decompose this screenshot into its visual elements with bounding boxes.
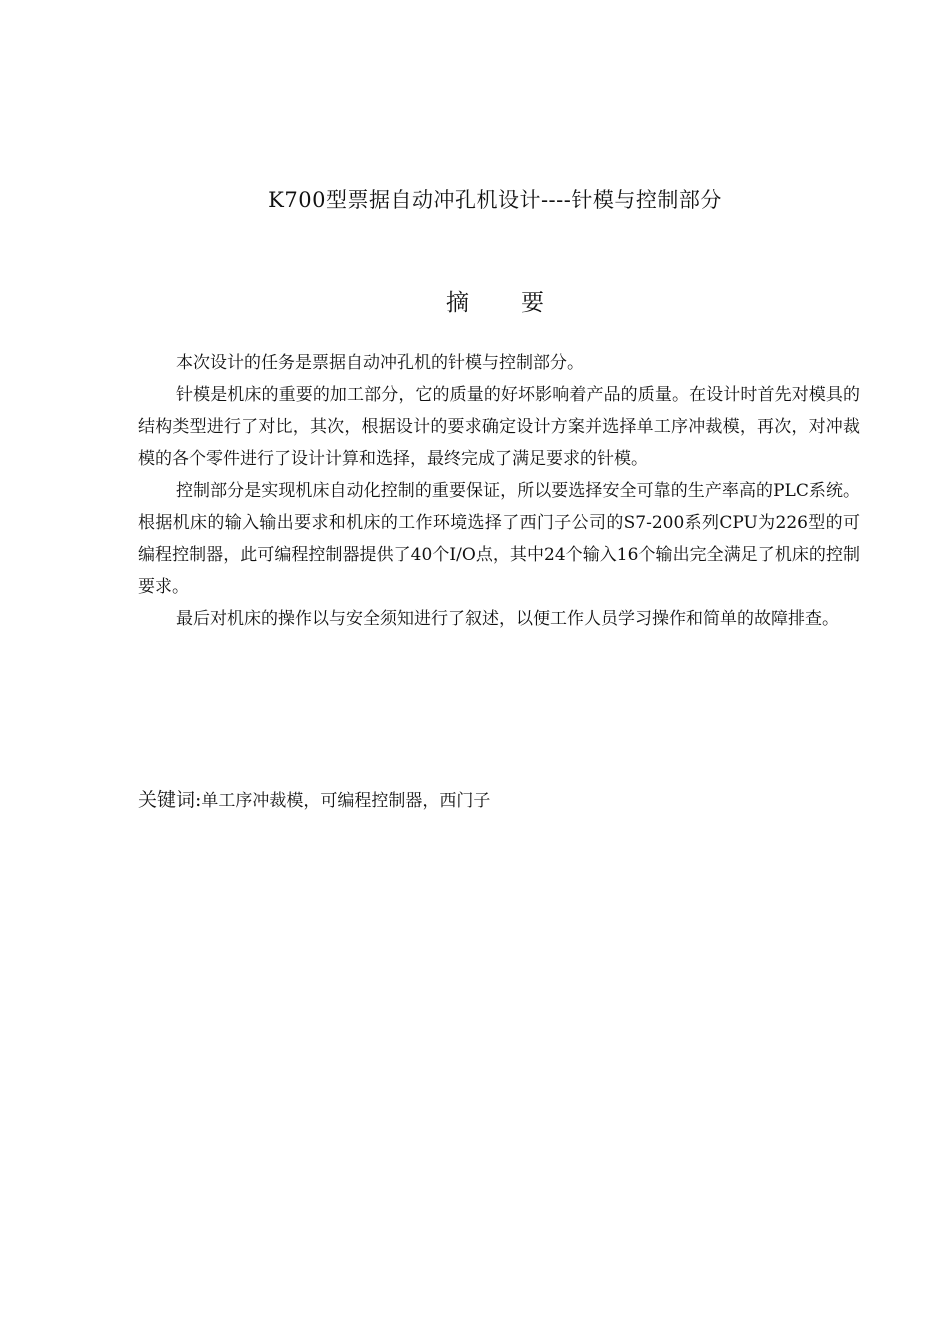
keywords-line xyxy=(138,784,860,817)
document-title: K700型票据自动冲孔机设计----针模与控制部分 xyxy=(268,188,722,212)
abstract-heading: 摘要 xyxy=(446,290,596,316)
abstract-paragraph-4: 最后对机床的操作以与安全须知进行了叙述，以便工作人员学习操作和简单的故障排查。 xyxy=(176,609,839,629)
keywords-label: 关键词: xyxy=(138,789,202,811)
abstract-paragraph-3: 控制部分是实现机床自动化控制的重要保证，所以要选择安全可靠的生产率高的PLC系统。根据机床的输入输出要求和机床的工作环境选择了西门子公司的S7-200系列CPU为226型的可编程控制器，此可编程控制器提供了40个I/O点，其中24个输入16个输出完全满足了机床的控制要求。 xyxy=(138,481,860,597)
keywords-value: 单工序冲裁模，可编程控制器，西门子 xyxy=(201,791,491,811)
abstract-body xyxy=(138,347,860,635)
abstract-paragraph-2: 针模是机床的重要的加工部分，它的质量的好坏影响着产品的质量。在设计时首先对模具的结构类型进行了对比，其次，根据设计的要求确定设计方案并选择单工序冲裁模，再次，对冲裁模的各个零件进行了设计计算和选择，最终完成了满足要求的针模。 xyxy=(138,385,860,469)
abstract-paragraph-1: 本次设计的任务是票据自动冲孔机的针模与控制部分。 xyxy=(176,353,584,373)
